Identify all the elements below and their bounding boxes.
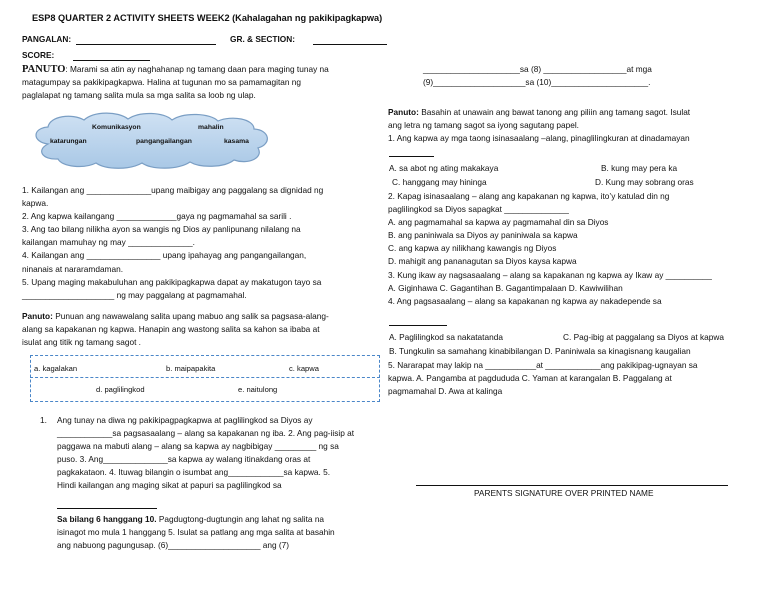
continuation-line: (9)____________________sa (10)_____________________. [423, 77, 651, 88]
signature-label: PARENTS SIGNATURE OVER PRINTED NAME [474, 488, 654, 498]
score-label: SCORE: [22, 50, 55, 60]
question-line: paglilingkod sa Diyos sapagkat ______________ [388, 204, 569, 215]
paragraph-line: ____________sa pagsasaalang – alang sa kapakanan ng iba. 2. Ang pag-iisip at [57, 428, 355, 439]
signature-line[interactable] [416, 485, 728, 486]
grade-section-label: GR. & SECTION: [230, 34, 295, 44]
item-line: 3. Ang tao bilang nilikha ayon sa wangis ng Dios ay panlipunang nilalang na [22, 224, 301, 235]
question-line: D. mahigit ang pananagutan sa Diyos kaysa kapwa [388, 256, 577, 267]
continuation-line: _____________________sa (8) __________________at mga [423, 64, 652, 74]
panuto-3-line: ang letra ng tamang sagot sa iyong sagutang papel. [388, 120, 579, 131]
cloud-word-mahalin: mahalin [198, 124, 224, 131]
choice-e: e. naitulong [238, 385, 278, 394]
panuto-2-label: Panuto: [22, 311, 53, 321]
question-line: kapwa. A. Pangamba at pagdududa C. Yaman at karangalan B. Paggalang at [388, 373, 672, 384]
q1-choice-b: B. kung may pera ka [601, 163, 678, 173]
paragraph-line: puso. 3. Ang______________sa kapwa ay walang itinakdang oras at [57, 454, 311, 465]
panuto-2-line: alang sa kapakanan ng kapwa. Hanapin ang wastong salita sa kahon sa ibaba at [22, 324, 320, 335]
choice-a: a. kagalakan [34, 364, 78, 373]
question-line: 2. Kapag isinasaalang – alang ang kapakanan ng kapwa, ito’y katulad din ng [388, 191, 670, 201]
item-line: 4. Kailangan ang ________________ upang ipahayag ang pangangailangan, [22, 250, 307, 261]
choice-d: d. paglilingkod [96, 385, 145, 394]
panuto-line: matagumpay sa pakikipagkapwa. Halina at tugunan mo sa pamamagitan ng [22, 77, 302, 88]
item-line: 5. Upang maging makabuluhan ang pakikipagkapwa dapat ay makatugon tayo sa [22, 276, 322, 287]
question-line: B. ang paniniwala sa Diyos ay paniniwala sa kapwa [388, 230, 578, 241]
item-line: 1. Kailangan ang ______________upang maibigay ang paggalang sa dignidad ng [22, 185, 324, 195]
word-choice-box-divider [30, 377, 380, 378]
cloud-word-katarungan: katarungan [50, 138, 87, 145]
score-field[interactable] [73, 60, 150, 61]
panuto-2-line: isulat ang titik ng tamang sagot . [22, 337, 141, 348]
paragraph-line: pagkakataon. 4. Ituwag bilangin o isumbat ang____________sa kapwa. 5. [57, 467, 331, 478]
sabilang-title: Sa bilang 6 hanggang 10. [57, 514, 157, 524]
choice-b: b. maipapakita [166, 364, 216, 373]
questions-2-4 [388, 190, 763, 308]
item-line: kailangan mamuhay ng may ______________. [22, 237, 195, 248]
panuto-line: : Marami sa atin ay naghahanap ng tamang daan para maging tunay na [65, 64, 329, 74]
panuto-instructions [22, 63, 392, 102]
question-5 [388, 359, 763, 398]
question-line: 3. Kung ikaw ay nagsasaalang – alang sa kapakanan ng kapwa ay Ikaw ay __________ [388, 269, 712, 280]
q1-choice-a: A. sa abot ng ating makakaya [389, 163, 499, 173]
sabilang-line: isinagot mo mula 1 hanggang 5. Isulat sa patlang ang mga salita at basahin [57, 527, 335, 538]
cloud-word-komunikasyon: Komunikasyon [92, 124, 141, 131]
paragraph-line: paggawa na mabuti alang – alang sa kapwa ay nagbibigay _________ ng sa [57, 441, 339, 452]
sabilang-line: Pagdugtong-dugtungin ang lahat ng salita na [156, 514, 325, 524]
item-line: 2. Ang kapwa kailangang _____________gaya ng pagmamahal sa sarili . [22, 211, 292, 222]
sabilang-instructions [57, 513, 392, 552]
panuto-3-label: Panuto: [388, 107, 419, 117]
panuto-3-line: Basahin at unawain ang bawat tanong ang piliin ang tamang sagot. Isulat [418, 107, 691, 117]
name-field[interactable] [76, 44, 216, 45]
question-line: A. ang pagmamahal sa kapwa ay pagmamahal din sa Diyos [388, 217, 609, 228]
continuation-blanks [423, 63, 763, 89]
panuto-line: paglalapat ng tamang salita mula sa mga salita sa loob ng ulap. [22, 90, 256, 101]
item-line: ____________________ ng may paggalang at pagmamahal. [22, 289, 247, 300]
item-line: kapwa. [22, 198, 49, 209]
paragraph-line: Ang tunay na diwa ng pakikipagpagkapwa at paglilingkod sa Diyos ay [57, 415, 313, 425]
answer-line[interactable] [389, 325, 447, 326]
q1-choice-d: D. Kung may sobrang oras [595, 177, 694, 187]
fill-in-items [22, 184, 392, 302]
answer-line[interactable] [57, 508, 157, 509]
q4-choice-bd: B. Tungkulin sa samahang kinabibilangan D. Paniniwala sa kinagisnang kaugalian [389, 346, 691, 356]
answer-line[interactable] [389, 156, 434, 157]
question-line: 4. Ang pagsasaalang – alang sa kapakanan ng kapwa ay nakadepende sa [388, 295, 662, 306]
panuto-2 [22, 310, 392, 349]
word-choice-box [30, 355, 380, 402]
question-1: 1. Ang kapwa ay mga taong isinasaalang –alang, pinaglilingkuran at dinadamayan [388, 133, 690, 144]
worksheet-title: ESP8 QUARTER 2 ACTIVITY SHEETS WEEK2 (Kahalagahan ng pakikipagkapwa) [32, 13, 383, 23]
grade-section-field[interactable] [313, 44, 387, 45]
question-line: pagmamahal D. Awa at kalinga [388, 386, 503, 397]
question-line: C. ang kapwa ay nilikhang kawangis ng Diyos [388, 243, 557, 254]
name-label: PANGALAN: [22, 34, 72, 44]
panuto-heading: PANUTO [22, 64, 66, 75]
q4-choice-c: C. Pag-ibig at paggalang sa Diyos at kapwa [563, 332, 724, 342]
q4-choice-a: A. Paglilingkod sa nakatatanda [389, 332, 503, 342]
sabilang-line: ang nabuong pagungusap. (6)____________________ ang (7) [57, 540, 290, 551]
cloud-word-pangangailangan: pangangailangan [136, 138, 192, 145]
cloud-word-kasama: kasama [224, 138, 249, 145]
question-line: A. Giginhawa C. Gagantihan B. Gagantimpalaan D. Kawiwilihan [388, 282, 623, 293]
choice-c: c. kapwa [289, 364, 319, 373]
multiple-choice-section [388, 106, 763, 145]
panuto-2-line: Punuan ang nawawalang salita upang mabuo ang salik sa pagsasa-alang- [52, 311, 329, 321]
item-line: ninanais at nararamdaman. [22, 263, 124, 274]
fill-in-paragraph [57, 414, 387, 493]
paragraph-number: 1. [40, 415, 47, 425]
q1-choice-c: C. hanggang may hininga [392, 177, 487, 187]
paragraph-line: Hindi kailangan ang maging sikat at papuri sa paglilingkod sa [57, 480, 282, 491]
question-line: 5. Nararapat may lakip na ___________at ____________ang pakikipag-ugnayan sa [388, 360, 698, 370]
